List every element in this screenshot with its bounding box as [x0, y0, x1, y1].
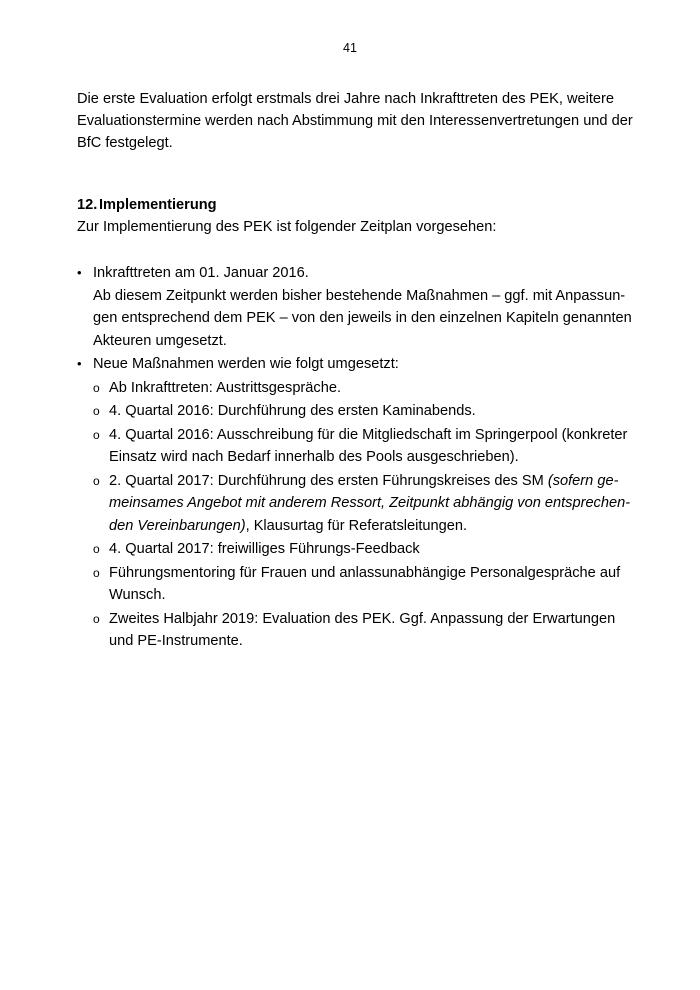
circle-bullet-icon: o — [93, 542, 100, 556]
sub-list-item — [93, 470, 637, 538]
sub-item-text: 2. Quartal 2017: Durchführung des ersten Führungskreises des SM — [109, 472, 548, 489]
sub-item-line: 4. Quartal 2016: Ausschreibung für die Mitgliedschaft im Springerpool (konkreter — [109, 426, 628, 443]
sub-list-item — [93, 562, 637, 607]
circle-bullet-icon: o — [93, 380, 100, 395]
intro-line: BfC festgelegt. — [77, 135, 173, 151]
page-number: 41 — [343, 41, 357, 55]
circle-bullet-icon: o — [93, 473, 100, 488]
sub-item-line: und PE-Instrumente. — [109, 633, 243, 649]
sub-item-italic-text: (sofern ge- — [547, 472, 619, 489]
sub-item-line: Ab Inkrafttreten: Austrittsgespräche. — [109, 379, 341, 396]
list-item-line: Akteuren umgesetzt. — [93, 332, 227, 349]
list-item-line: Inkrafttreten am 01. Januar 2016. — [93, 265, 309, 281]
sub-list-item — [93, 608, 637, 653]
circle-bullet-icon: o — [93, 611, 100, 626]
intro-line: Evaluationstermine werden nach Abstimmung mit den Interessenvertretungen und der — [77, 113, 633, 129]
bullet-icon: • — [77, 356, 82, 371]
circle-bullet-icon: o — [93, 565, 100, 580]
list-item — [77, 262, 637, 352]
list-item-line: gen entsprechend dem PEK – von den jeweils in den einzelnen Kapiteln genannten — [93, 310, 632, 326]
sub-item-line: Zweites Halbjahr 2019: Evaluation des PEK. Ggf. Anpassung der Erwartungen — [109, 610, 616, 627]
sub-item-line — [109, 515, 637, 538]
sub-item-italic-line: meinsames Angebot mit anderem Ressort, Zeitpunkt abhängig von entsprechen- — [109, 495, 631, 511]
section-title: Implementierung — [99, 197, 217, 213]
sub-list — [93, 377, 637, 653]
sub-item-line: 4. Quartal 2016: Durchführung des ersten Kaminabends. — [109, 403, 476, 419]
sub-item-line: Einsatz wird nach Bedarf innerhalb des Pools ausgeschrieben). — [109, 449, 519, 465]
section-number: 12. — [77, 197, 98, 213]
sub-list-item — [93, 538, 637, 561]
bullet-icon: • — [77, 265, 82, 280]
section-lead: Zur Implementierung des PEK ist folgender Zeitplan vorgesehen: — [77, 219, 497, 235]
sub-item-line: 4. Quartal 2017: freiwilliges Führungs-Feedback — [109, 541, 420, 557]
sub-item-line: Wunsch. — [109, 587, 166, 603]
sub-item-text: , Klausurtag für Referatsleitungen. — [245, 517, 468, 534]
sub-list-item — [93, 377, 637, 400]
sub-item-line — [109, 470, 637, 493]
sub-item-italic-text: den Vereinbarungen) — [109, 517, 246, 534]
intro-line: Die erste Evaluation erfolgt erstmals drei Jahre nach Inkrafttreten des PEK, weitere — [77, 91, 614, 107]
sub-item-line: Führungsmentoring für Frauen und anlassunabhängige Personalgespräche auf — [109, 564, 621, 581]
sub-list-item — [93, 424, 637, 469]
list-item-line: Neue Maßnahmen werden wie folgt umgesetzt: — [93, 356, 399, 372]
section-heading — [77, 194, 217, 216]
sub-list-item — [93, 400, 637, 423]
circle-bullet-icon: o — [93, 427, 100, 442]
list-item-line: Ab diesem Zeitpunkt werden bisher bestehende Maßnahmen – ggf. mit Anpassun- — [93, 287, 626, 304]
intro-paragraph — [77, 88, 637, 154]
schedule-list — [77, 262, 637, 654]
circle-bullet-icon: o — [93, 404, 100, 418]
list-item — [77, 353, 637, 653]
